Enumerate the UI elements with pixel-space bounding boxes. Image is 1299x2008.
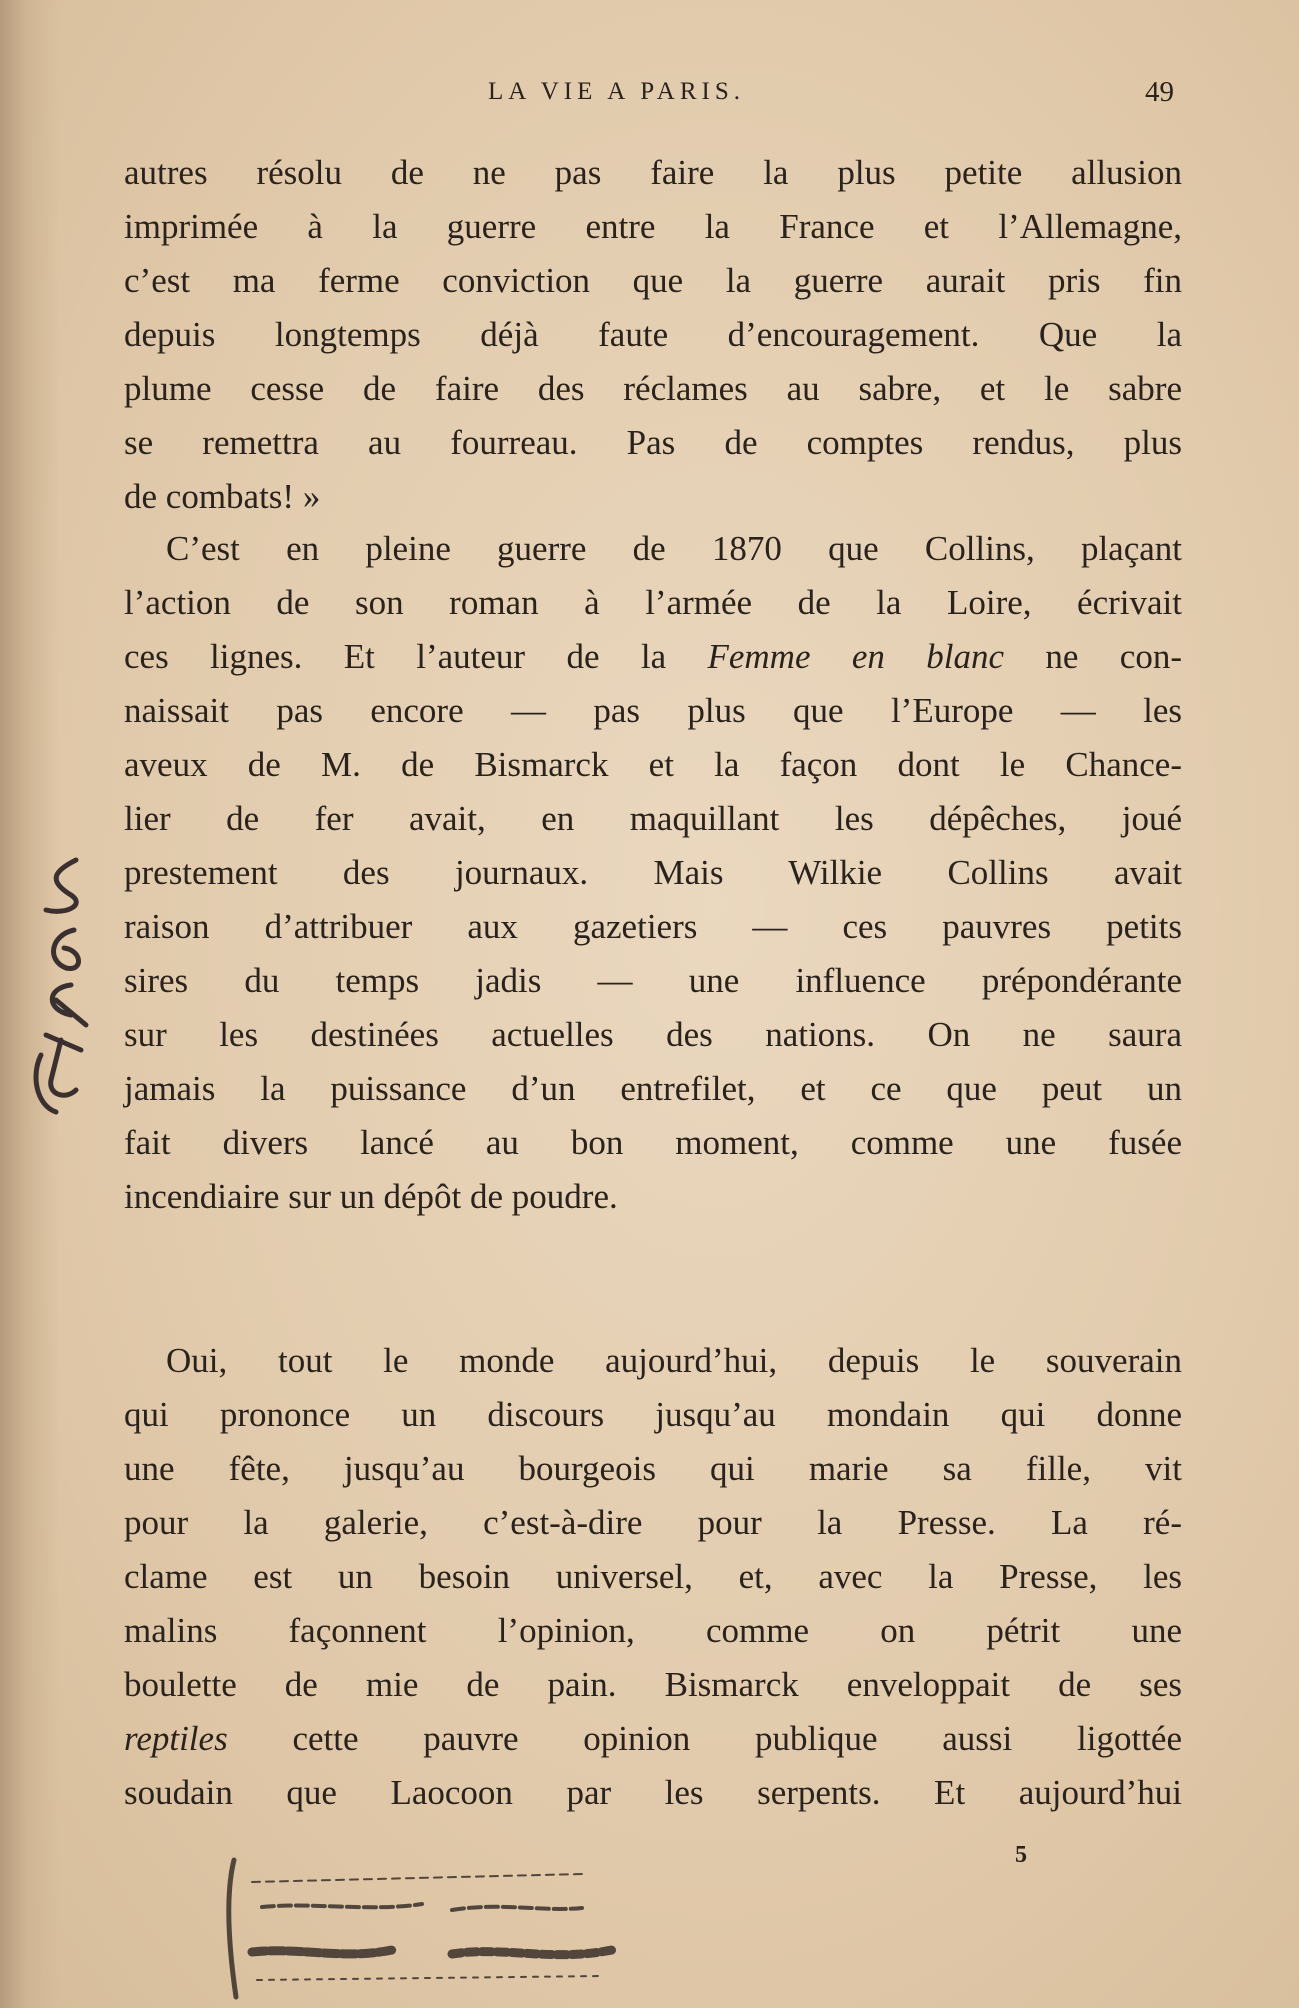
paragraph-2 — [124, 522, 1182, 1224]
text-line: sur les destinées actuelles des nations. On ne saura — [124, 1015, 1182, 1054]
paragraph-1 — [124, 146, 1182, 524]
text-line: Oui, tout le monde aujourd’hui, depuis le souverain — [166, 1341, 1182, 1380]
text-line: aveux de M. de Bismarck et la façon dont le Chance- — [124, 745, 1182, 784]
text-line: malins façonnent l’opinion, comme on pétrit une — [124, 1611, 1182, 1650]
text-line: depuis longtemps déjà faute d’encouragement. Que la — [124, 315, 1182, 354]
pencil-marginal-note — [16, 850, 96, 1120]
running-title: LA VIE A PARIS. — [488, 78, 746, 105]
text-line: imprimée à la guerre entre la France et l’Allemagne, — [124, 207, 1182, 246]
text-line: soudain que Laocoon par les serpents. Et aujourd’hui — [124, 1773, 1182, 1812]
signature-number: 5 — [1015, 1842, 1027, 1868]
text-line: boulette de mie de pain. Bismarck enveloppait de ses — [124, 1665, 1182, 1704]
text-line: plume cesse de faire des réclames au sabre, et le sabre — [124, 369, 1182, 408]
library-stamp — [222, 1852, 722, 2002]
text-line: incendiaire sur un dépôt de poudre. — [124, 1177, 618, 1216]
text-line: clame est un besoin universel, et, avec la Presse, les — [124, 1557, 1182, 1596]
text-line: lier de fer avait, en maquillant les dépêches, joué — [124, 799, 1182, 838]
text-run: ces lignes. Et l’auteur de la — [124, 637, 708, 676]
text-line: fait divers lancé au bon moment, comme une fusée — [124, 1123, 1182, 1162]
text-line: se remettra au fourreau. Pas de comptes rendus, plus — [124, 423, 1182, 462]
text-line-with-title — [124, 630, 1182, 684]
text-line: de combats! » — [124, 477, 321, 516]
page-number: 49 — [1145, 76, 1174, 108]
text-run: cette pauvre opinion publique aussi ligottée — [227, 1719, 1182, 1758]
text-line: sires du temps jadis — une influence prépondérante — [124, 961, 1182, 1000]
running-head — [0, 78, 1299, 118]
text-line: raison d’attribuer aux gazetiers — ces pauvres petits — [124, 907, 1182, 946]
paragraph-3 — [124, 1334, 1182, 1820]
italic-word: reptiles — [124, 1719, 228, 1758]
text-line: autres résolu de ne pas faire la plus petite allusion — [124, 153, 1182, 192]
text-line: C’est en pleine guerre de 1870 que Collins, plaçant — [166, 529, 1182, 568]
text-line: naissait pas encore — pas plus que l’Europe — les — [124, 691, 1182, 730]
text-line: l’action de son roman à l’armée de la Loire, écrivait — [124, 583, 1182, 622]
text-line: qui prononce un discours jusqu’au mondain qui donne — [124, 1395, 1182, 1434]
text-line: une fête, jusqu’au bourgeois qui marie sa fille, vit — [124, 1449, 1182, 1488]
text-line-with-italic — [124, 1712, 1182, 1766]
text-line: pour la galerie, c’est-à-dire pour la Presse. La ré- — [124, 1503, 1182, 1542]
text-line: prestement des journaux. Mais Wilkie Collins avait — [124, 853, 1182, 892]
book-title-italic: Femme en blanc — [707, 637, 1005, 676]
text-line: c’est ma ferme conviction que la guerre aurait pris fin — [124, 261, 1182, 300]
text-run: ne con- — [1004, 637, 1182, 676]
text-line: jamais la puissance d’un entrefilet, et ce que peut un — [124, 1069, 1182, 1108]
